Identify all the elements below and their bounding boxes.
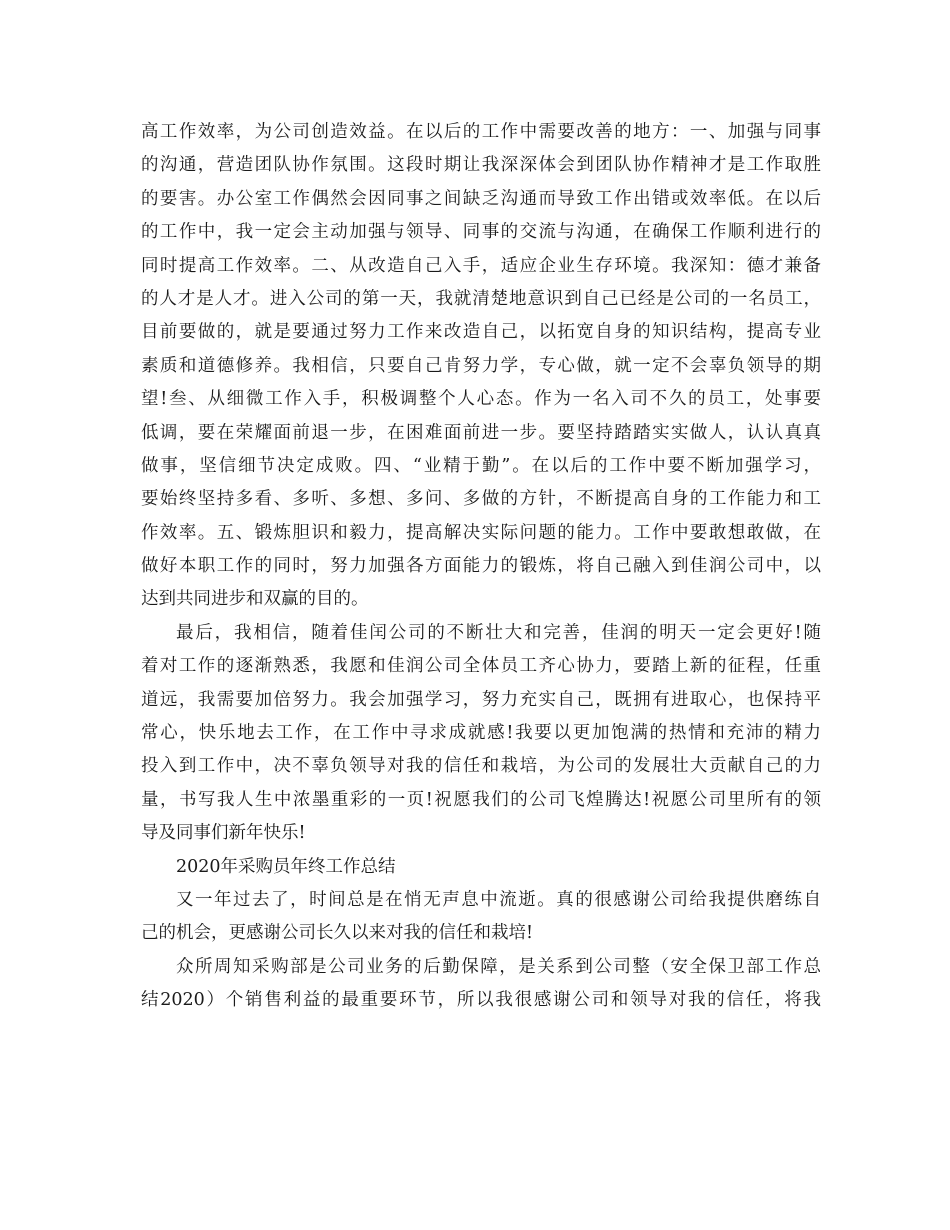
text-line: 投入到工作中，决不辜负领导对我的信任和栽培，为公司的发展壮大贡献自己的力 xyxy=(141,756,821,777)
text-line: 2020年采购员年终工作总结 xyxy=(176,856,396,877)
text-line: 的工作中，我一定会主动加强与领导、同事的交流与沟通，在确保工作顺利进行的 xyxy=(141,222,821,243)
text-line: 道远，我需要加倍努力。我会加强学习，努力充实自己，既拥有进取心，也保持平 xyxy=(141,689,821,710)
text-line: 同时提高工作效率。二、从改造自己入手，适应企业生存环境。我深知：德才兼备 xyxy=(141,255,821,276)
text-line: 要始终坚持多看、多听、多想、多问、多做的方针，不断提高自身的工作能力和工 xyxy=(141,489,821,510)
text-line: 的人才是人才。进入公司的第一天，我就清楚地意识到自己已经是公司的一名员工， xyxy=(141,288,821,309)
text-line: 的沟通，营造团队协作氛围。这段时期让我深深体会到团队协作精神才是工作取胜 xyxy=(141,155,821,176)
document-body xyxy=(141,116,821,1018)
text-line: 目前要做的，就是要通过努力工作来改造自己，以拓宽自身的知识结构，提高专业 xyxy=(141,322,821,343)
text-line: 量，书写我人生中浓墨重彩的一页!祝愿我们的公司飞煌腾达!祝愿公司里所有的领 xyxy=(141,789,821,810)
text-line: 高工作效率，为公司创造效益。在以后的工作中需要改善的地方：一、加强与同事 xyxy=(141,122,821,142)
text-line: 的要害。办公室工作偶然会因同事之间缺乏沟通而导致工作出错或效率低。在以后 xyxy=(141,188,821,209)
text-line: 己的机会，更感谢公司长久以来对我的信任和栽培! xyxy=(141,923,534,944)
text-line: 常心，快乐地去工作，在工作中寻求成就感!我要以更加饱满的热情和充沛的精力 xyxy=(141,723,821,744)
text-line: 望!叁、从细微工作入手，积极调整个人心态。作为一名入司不久的员工，处事要 xyxy=(141,389,821,410)
text-line: 最后，我相信，随着佳闰公司的不断壮大和完善，佳润的明天一定会更好!随 xyxy=(176,622,821,643)
text-line: 又一年过去了，时间总是在悄无声息中流逝。真的很感谢公司给我提供磨练自 xyxy=(176,889,821,910)
text-line: 做好本职工作的同时，努力加强各方面能力的锻炼，将自己融入到佳润公司中，以 xyxy=(141,556,821,577)
text-line: 低调，要在荣耀面前退一步，在困难面前进一步。要坚持踏踏实实做人，认认真真 xyxy=(141,422,821,443)
text-line: 着对工作的逐渐熟悉，我愿和佳润公司全体员工齐心协力，要踏上新的征程，任重 xyxy=(141,656,821,677)
text-line: 素质和道德修养。我相信，只要自己肯努力学，专心做，就一定不会辜负领导的期 xyxy=(141,355,821,376)
text-line: 作效率。五、锻炼胆识和毅力，提高解决实际问题的能力。工作中要敢想敢做，在 xyxy=(141,522,821,543)
text-line: 达到共同进步和双赢的目的。 xyxy=(141,589,369,610)
text-line: 导及同事们新年快乐! xyxy=(141,823,306,844)
text-line: 结2020）个销售利益的最重要环节，所以我很感谢公司和领导对我的信任，将我 xyxy=(141,990,821,1011)
text-line: 众所周知采购部是公司业务的后勤保障，是关系到公司整（安全保卫部工作总 xyxy=(176,956,821,977)
text-line: 做事，坚信细节决定成败。四、“业精于勤”。在以后的工作中要不断加强学习， xyxy=(141,455,821,476)
